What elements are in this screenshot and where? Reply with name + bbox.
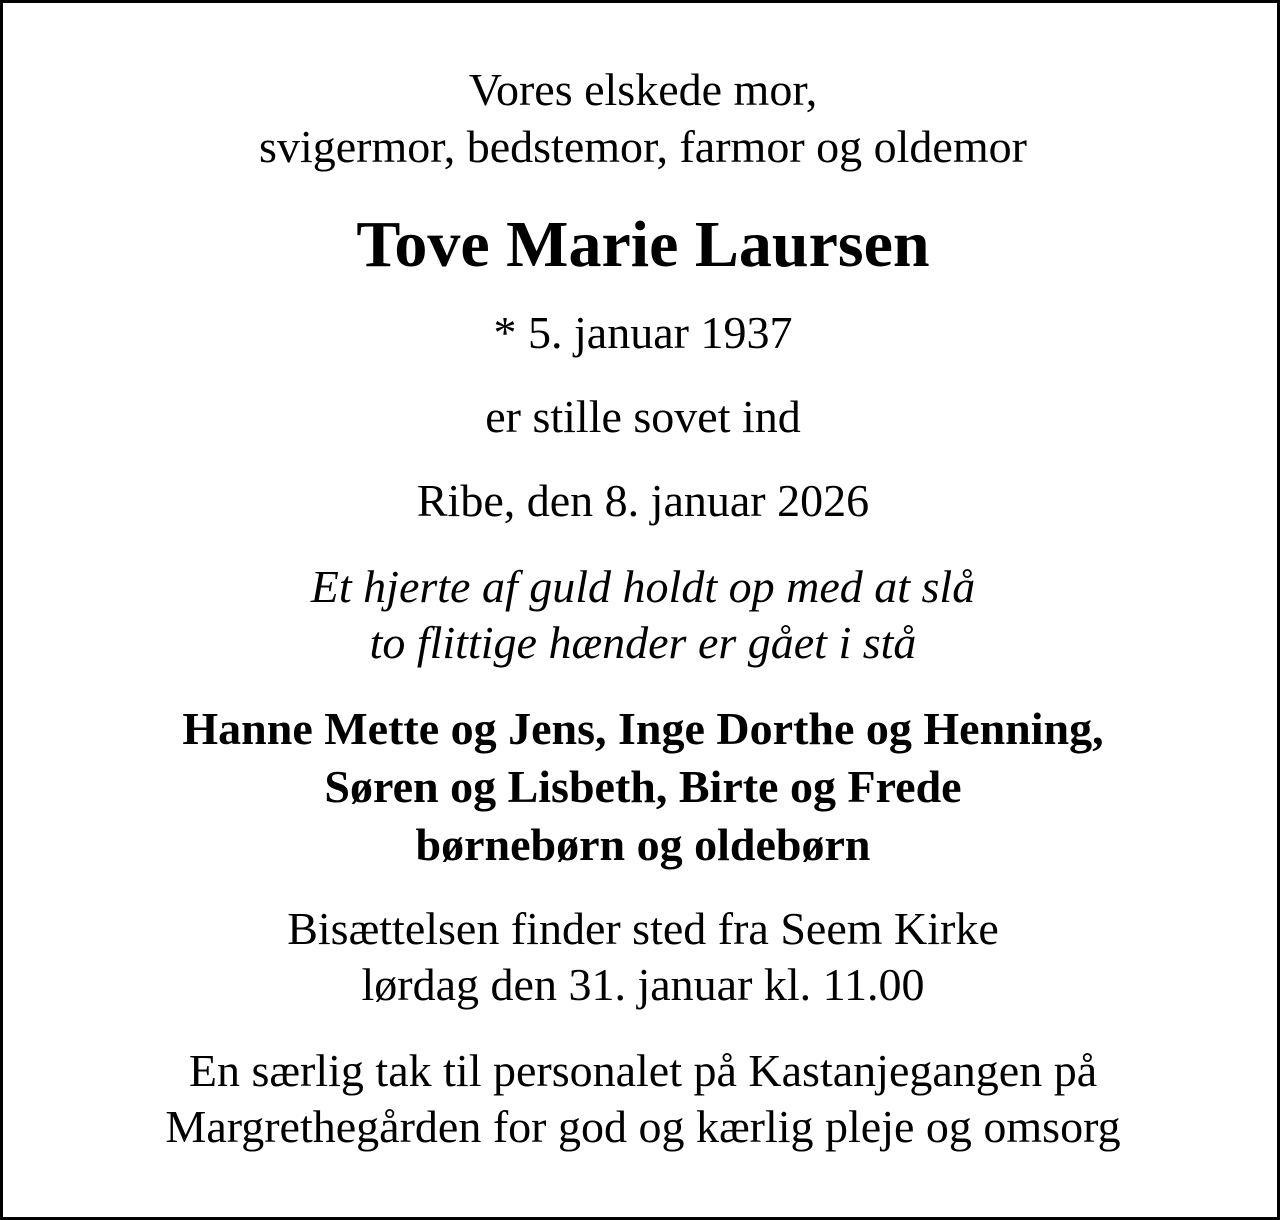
verse-line-2: to flittige hænder er gået i stå [369, 617, 917, 668]
family-line-2: Søren og Lisbeth, Birte og Frede [324, 761, 962, 812]
thanks-line-1: En særlig tak til personalet på Kastanjegangen på [188, 1045, 1098, 1096]
birth-date: * 5. januar 1937 [493, 307, 793, 358]
passing-text: er stille sovet ind [485, 391, 801, 442]
funeral-line-2: lørdag den 31. januar kl. 11.00 [361, 959, 925, 1010]
thanks-line-2: Margrethegården for god og kærlig pleje og omsorg [165, 1101, 1121, 1152]
verse-line-1: Et hjerte af guld holdt op med at slå [310, 561, 976, 612]
place-and-date: Ribe, den 8. januar 2026 [416, 475, 870, 526]
intro-line-1: Vores elskede mor, [468, 64, 818, 115]
family-line-3: børnebørn og oldebørn [415, 819, 871, 870]
deceased-name: Tove Marie Laursen [356, 208, 930, 281]
funeral-line-1: Bisættelsen finder sted fra Seem Kirke [287, 903, 999, 954]
intro-line-2: svigermor, bedstemor, farmor og oldemor [259, 121, 1027, 172]
family-line-1: Hanne Mette og Jens, Inge Dorthe og Henning, [182, 703, 1104, 754]
